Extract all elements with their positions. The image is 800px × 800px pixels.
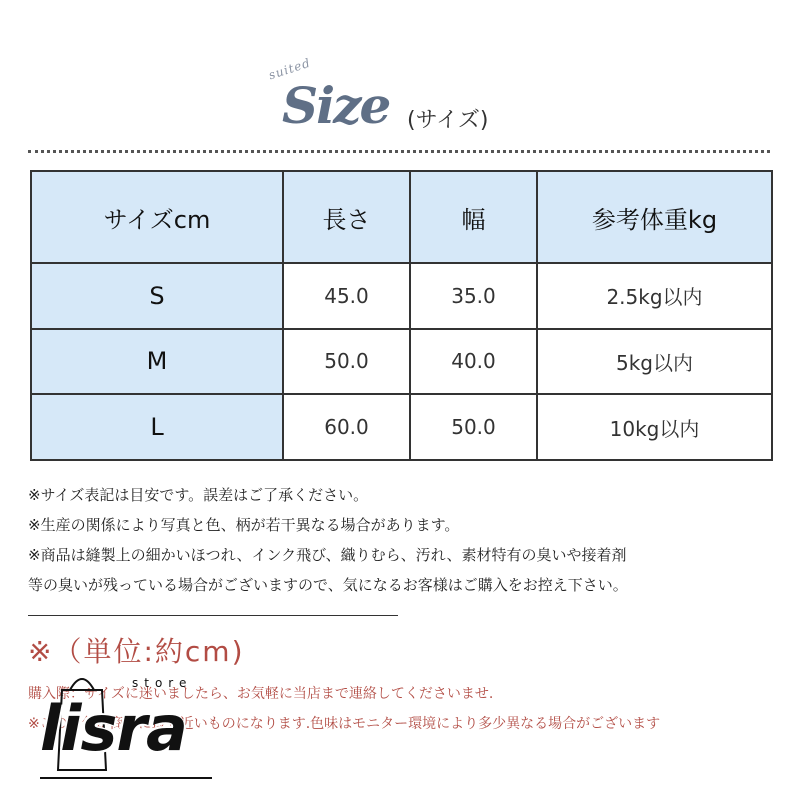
page-subtitle: (サイズ) <box>407 108 489 133</box>
cell-weight: 10kg以内 <box>537 394 772 460</box>
cell-size: M <box>31 329 283 395</box>
header-size: サイズcm <box>31 171 283 263</box>
suited-tag: suited <box>266 55 313 83</box>
cell-length: 50.0 <box>283 329 410 395</box>
header-length: 長さ <box>283 171 410 263</box>
size-table <box>30 170 773 461</box>
note-line: ※サイズ表記は目安です。誤差はご了承ください。 <box>28 486 369 504</box>
table-header-row <box>31 171 772 263</box>
header <box>0 50 800 140</box>
divider <box>28 615 398 616</box>
unit-note: ※（単位:約cm) <box>28 635 245 668</box>
red-note-line: 購入際：サイズに迷いましたら、お気軽に当店まで連絡してくださいませ. <box>28 686 494 702</box>
table-row <box>31 329 772 395</box>
red-note-line: ※このの色が商品に最も近いものになります.色味はモニター環境により多少異なる場合がございます <box>28 716 661 732</box>
logo-name: lisra <box>40 692 187 765</box>
header-weight: 参考体重kg <box>537 171 772 263</box>
header-width: 幅 <box>410 171 537 263</box>
note-line: ※生産の関係により写真と色、柄が若干異なる場合があります。 <box>28 516 460 534</box>
cell-length: 45.0 <box>283 263 410 329</box>
cell-size: S <box>31 263 283 329</box>
cell-size: L <box>31 394 283 460</box>
store-logo <box>32 660 247 785</box>
cell-width: 35.0 <box>410 263 537 329</box>
cell-weight: 2.5kg以内 <box>537 263 772 329</box>
table-row <box>31 394 772 460</box>
notes-block <box>28 480 788 600</box>
note-line: 等の臭いが残っている場合がございますので、気になるお客様はご購入をお控え下さい。 <box>28 576 628 594</box>
cell-weight: 5kg以内 <box>537 329 772 395</box>
dotted-divider <box>28 150 770 153</box>
cell-width: 40.0 <box>410 329 537 395</box>
logo-store-text: store <box>132 676 193 690</box>
table-row <box>31 263 772 329</box>
page-title: Size <box>282 76 390 135</box>
cell-length: 60.0 <box>283 394 410 460</box>
note-line: ※商品は縫製上の細かいほつれ、インク飛び、織りむら、汚れ、素材特有の臭いや接着剤 <box>28 546 627 564</box>
cell-width: 50.0 <box>410 394 537 460</box>
